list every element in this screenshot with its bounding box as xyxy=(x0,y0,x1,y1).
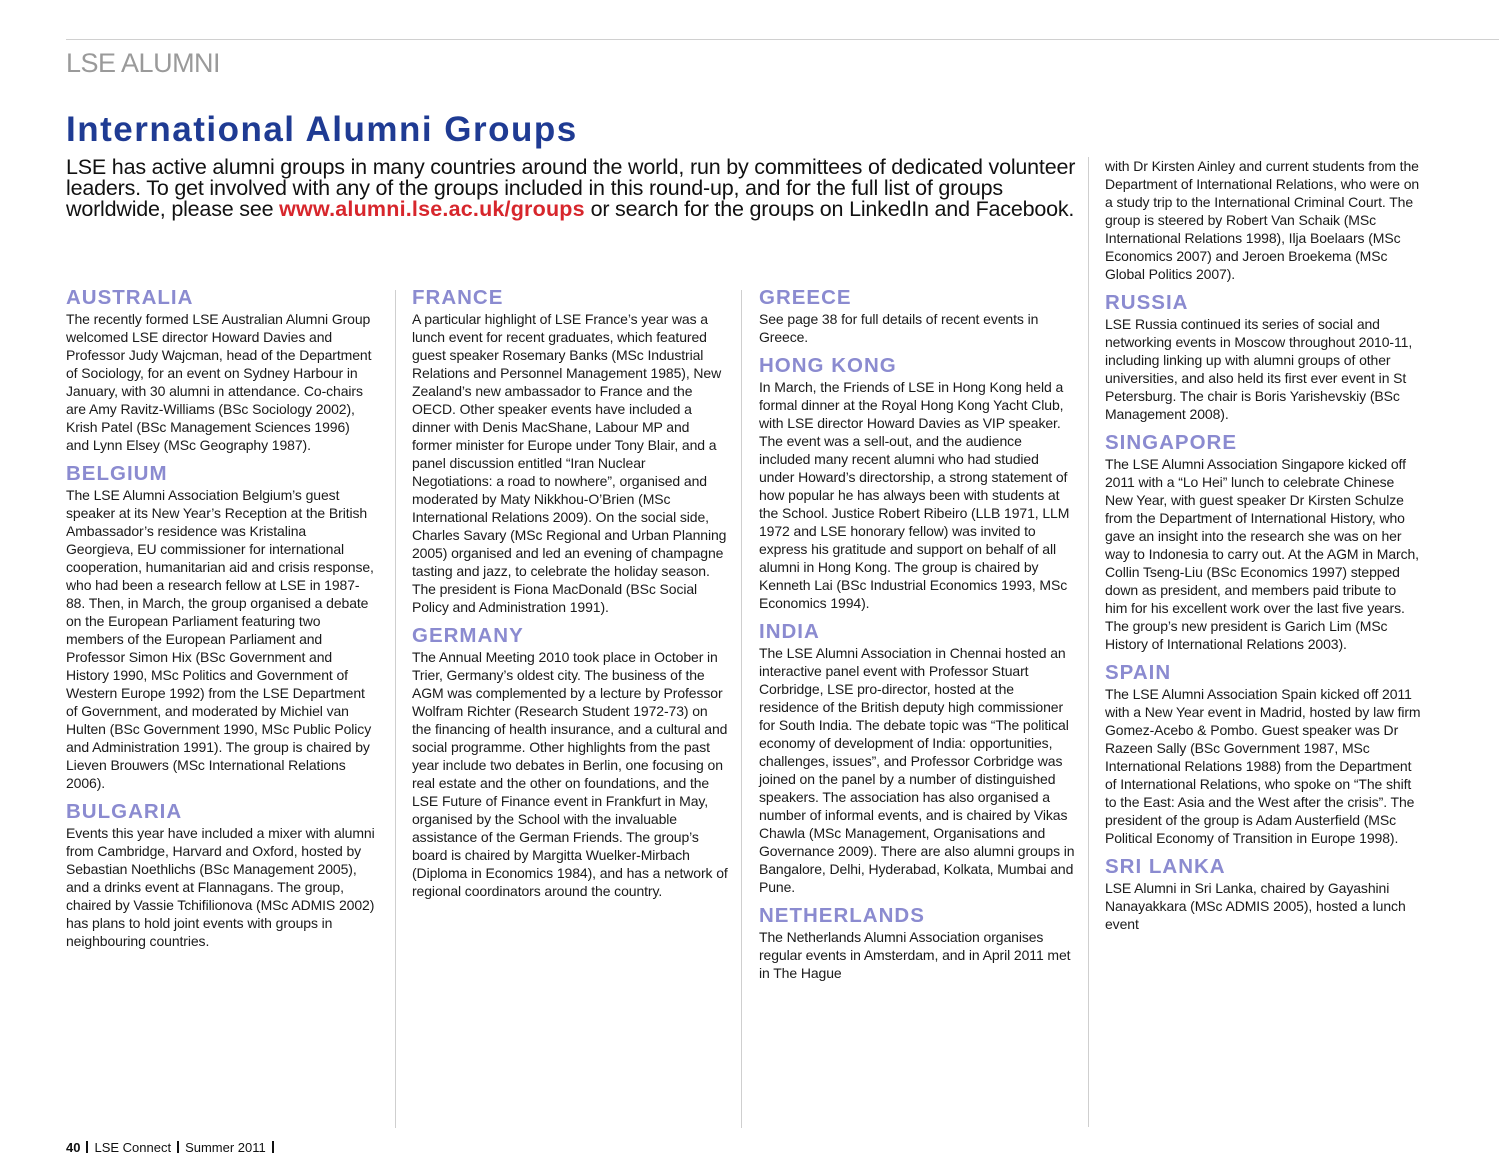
column-2 xyxy=(412,286,728,908)
country-body: In March, the Friends of LSE in Hong Kong held a formal dinner at the Royal Hong Kong Yacht Club, with LSE director Howard Davies as VIP speaker. The event was a sell-out, and the audience included many recent alumni who had studied under Howard’s directorship, a strong statement of how popular he has always been with students at the School. Justice Robert Ribeiro (LLB 1971, LLM 1972 and LSE honorary fellow) was invited to express his gratitude and support on behalf of all alumni in Hong Kong. The group is chaired by Kenneth Lai (BSc Industrial Economics 1993, MSc Economics 1994). xyxy=(759,379,1070,611)
country-section-france xyxy=(412,286,728,616)
country-section-hong-kong xyxy=(759,354,1075,612)
country-body: See page 38 for full details of recent events in Greece. xyxy=(759,311,1039,345)
country-heading: SPAIN xyxy=(1105,661,1172,684)
country-section-sri-lanka xyxy=(1105,855,1421,933)
top-divider xyxy=(66,39,1499,40)
country-body: The Netherlands Alumni Association organises regular events in Amsterdam, and in April 2011 met in The Hague xyxy=(759,929,1071,981)
section-label: LSE ALUMNI xyxy=(66,48,221,78)
footer-separator xyxy=(272,1141,274,1153)
column-3 xyxy=(759,286,1075,990)
country-heading: BELGIUM xyxy=(66,462,168,485)
column-1 xyxy=(66,286,376,958)
country-heading: GREECE xyxy=(759,286,852,309)
intro-paragraph xyxy=(66,157,1086,220)
page-title: International Alumni Groups xyxy=(66,110,578,149)
column-divider xyxy=(741,290,742,1128)
continued-body: with Dr Kirsten Ainley and current students from the Department of International Relations, who were on a study trip to the International Criminal Court. The group is steered by Robert Van Schaik (MSc International Relations 1998), Ilja Boelaars (MSc Economics 2007) and Jeroen Broekema (MSc Global Politics 2007). xyxy=(1105,158,1420,282)
country-heading: FRANCE xyxy=(412,286,504,309)
country-section-australia xyxy=(66,286,376,454)
country-heading: RUSSIA xyxy=(1105,291,1189,314)
country-section-netherlands xyxy=(759,904,1075,982)
country-section-spain xyxy=(1105,661,1421,847)
country-body: The LSE Alumni Association Singapore kicked off 2011 with a “Lo Hei” lunch to celebrate Chinese New Year, with guest speaker Dr Kirsten Schulze from the Department of International History, who gave an insight into the research she was on her way to Indonesia to carry out. At the AGM in March, Collin Tseng-Liu (BSc Economics 1997) stepped down as president, and members paid tribute to him for his excellent work over the last five years. The group’s new president is Garich Lim (MSc History of International Relations 2003). xyxy=(1105,456,1419,652)
country-body: The LSE Alumni Association Belgium’s guest speaker at its New Year’s Reception at the British Ambassador’s residence was Kristalina Georgieva, EU commissioner for international cooperation, humanitarian aid and crisis response, who had been a research fellow at LSE in 1987-88. Then, in March, the group organised a debate on the European Parliament featuring two members of the European Parliament and Professor Simon Hix (BSc Government and History 1990, MSc Politics and Government of Western Europe 1992) from the LSE Department of Government, and moderated by Michiel van Hulten (BSc Government 1990, MSc Public Policy and Administration 1991). The group is chaired by Lieven Brouwers (MSc International Relations 2006). xyxy=(66,487,374,791)
country-body: The LSE Alumni Association in Chennai hosted an interactive panel event with Professor Stuart Corbridge, LSE pro-director, hosted at the residence of the British deputy high commissioner for South India. The debate topic was “The political economy of development of India: opportunities, challenges, issues”, and Professor Corbridge was joined on the panel by a number of distinguished speakers. The association has also organised a number of informal events, and is chaired by Vikas Chawla (MSc Management, Organisations and Governance 2009). There are also alumni groups in Bangalore, Delhi, Hyderabad, Kolkata, Mumbai and Pune. xyxy=(759,645,1075,895)
intro-text: LSE has active alumni groups in many countries around the world, run by committees of dedicated volunteer leaders. To get involved with any of the groups included in this round-up, and for the full list of groups worldwide, please see xyxy=(66,155,1076,221)
intro-text-end: or search for the groups on LinkedIn and Facebook. xyxy=(584,197,1075,221)
country-heading: BULGARIA xyxy=(66,800,183,823)
country-section-belgium xyxy=(66,462,376,792)
country-section-greece xyxy=(759,286,1075,346)
country-heading: HONG KONG xyxy=(759,354,897,377)
country-section-india xyxy=(759,620,1075,896)
country-heading: INDIA xyxy=(759,620,820,643)
column-divider xyxy=(1088,157,1089,1127)
country-section-germany xyxy=(412,624,728,900)
country-body: Events this year have included a mixer with alumni from Cambridge, Harvard and Oxford, hosted by Sebastian Noethlichs (BSc Management 2005), and a drinks event at Flannagans. The group, chaired by Vassie Tchifilionova (MSc ADMIS 2002) has plans to hold joint events with groups in neighbouring countries. xyxy=(66,825,375,949)
footer-separator xyxy=(86,1141,88,1153)
country-body: The Annual Meeting 2010 took place in October in Trier, Germany’s oldest city. The business of the AGM was complemented by a lecture by Professor Wolfram Richter (Research Student 1972-73) on the financing of health insurance, and a cultural and social programme. Other highlights from the past year include two debates in Berlin, one focusing on real estate and the other on foundations, and the LSE Future of Finance event in Frankfurt in May, organised by the School with the invaluable assistance of the German Friends. The group’s board is chaired by Margitta Wuelker-Mirbach (Diploma in Economics 1984), and has a network of regional coordinators around the country. xyxy=(412,649,728,899)
country-body: A particular highlight of LSE France’s year was a lunch event for recent graduates, which featured guest speaker Rosemary Banks (MSc Industrial Relations and Personnel Management 1985), New Zealand’s new ambassador to France and the OECD. Other speaker events have included a dinner with Denis MacShane, Labour MP and former minister for Europe under Tony Blair, and a panel discussion entitled “Iran Nuclear Negotiations: a road to nowhere”, organised and moderated by Maty Nikkhou-O’Brien (MSc International Relations 2009). On the social side, Charles Savary (MSc Regional and Urban Planning 2005) organised and led an evening of champagne tasting and jazz, to celebrate the holiday season. The president is Fiona MacDonald (BSc Social Policy and Administration 1991). xyxy=(412,311,727,615)
country-body: LSE Alumni in Sri Lanka, chaired by Gayashini Nanayakkara (MSc ADMIS 2005), hosted a lunch event xyxy=(1105,880,1406,932)
column-4 xyxy=(1105,157,1421,941)
country-body: The LSE Alumni Association Spain kicked off 2011 with a New Year event in Madrid, hosted by law firm Gomez-Acebo & Pombo. Guest speaker was Dr Razeen Sally (BSc Government 1987, MSc International Relations 1988) from the Department of International Relations, who spoke on “The shift to the East: Asia and the West after the crisis”. The president of the group is Adam Austerfield (MSc Political Economy of Transition in Europe 1998). xyxy=(1105,686,1421,846)
publication-name: LSE Connect xyxy=(94,1140,172,1155)
country-section-singapore xyxy=(1105,431,1421,653)
country-heading: SRI LANKA xyxy=(1105,855,1226,878)
country-heading: SINGAPORE xyxy=(1105,431,1238,454)
page-footer xyxy=(66,1140,280,1155)
country-heading: NETHERLANDS xyxy=(759,904,925,927)
country-section-bulgaria xyxy=(66,800,376,950)
country-heading: GERMANY xyxy=(412,624,524,647)
country-section-russia xyxy=(1105,291,1421,423)
country-heading: AUSTRALIA xyxy=(66,286,194,309)
netherlands-continued xyxy=(1105,157,1421,283)
country-body: LSE Russia continued its series of social and networking events in Moscow throughout 2010-11, including linking up with alumni groups of other universities, and also held its first ever event in St Petersburg. The chair is Boris Yarishevskiy (BSc Management 2008). xyxy=(1105,316,1413,422)
groups-link[interactable]: www.alumni.lse.ac.uk/groups xyxy=(279,197,585,221)
footer-separator xyxy=(177,1141,179,1153)
issue-name: Summer 2011 xyxy=(185,1140,266,1155)
column-divider xyxy=(395,290,396,1128)
page-number: 40 xyxy=(66,1140,81,1155)
country-body: The recently formed LSE Australian Alumni Group welcomed LSE director Howard Davies and Professor Judy Wajcman, head of the Department of Sociology, for an event on Sydney Harbour in January, with 30 alumni in attendance. Co-chairs are Amy Ravitz-Williams (BSc Sociology 2002), Krish Patel (BSc Management Sciences 1996) and Lynn Elsey (MSc Geography 1987). xyxy=(66,311,372,453)
